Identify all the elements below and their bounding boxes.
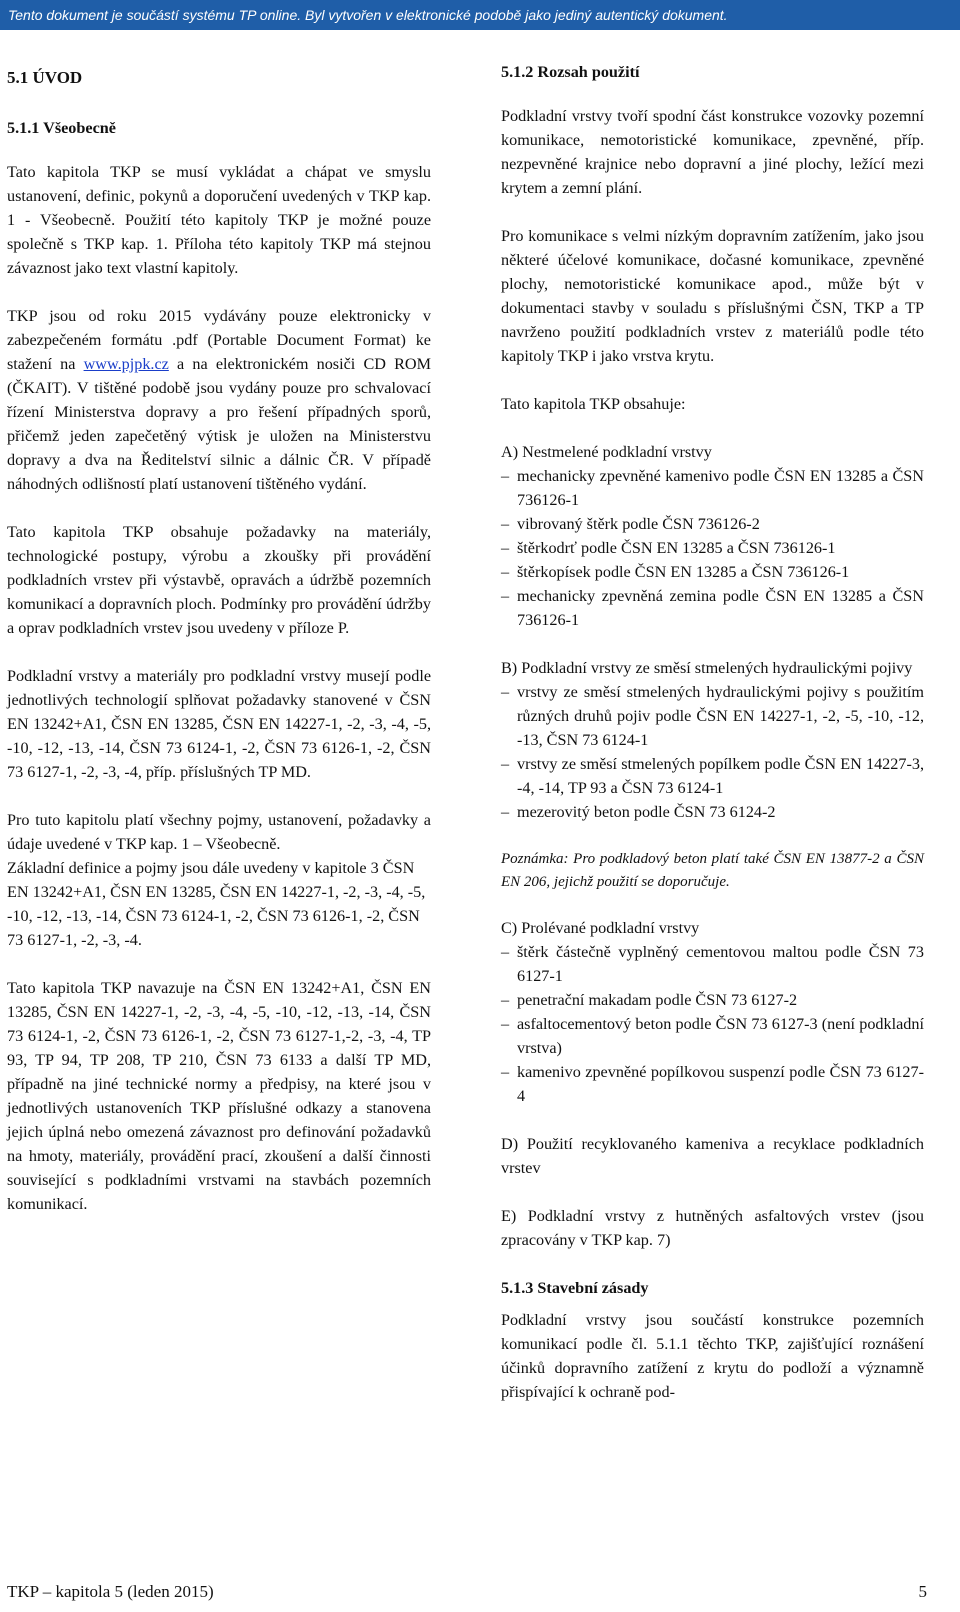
website-link[interactable]: www.pjpk.cz <box>83 355 169 373</box>
list-item: – vibrovaný štěrk podle ČSN 736126-2 <box>501 512 924 536</box>
document-banner: Tento dokument je součástí systému TP online. Byl vytvořen v elektronické podobě jako jediný autentický dokument. <box>0 0 960 30</box>
list-item: – kamenivo zpevněné popílkovou suspenzí podle ČSN 73 6127-4 <box>501 1060 924 1108</box>
paragraph: Podkladní vrstvy jsou součástí konstrukce pozemních komunikací podle čl. 5.1.1 těchto TKP, zajišťující roznášení účinků dopravního zatížení z krytu do podloží a významně přispívající k ochraně pod- <box>501 1311 924 1401</box>
paragraph: E) Podkladní vrstvy z hutněných asfaltových vrstev (jsou zpracovány v TKP kap. 7) <box>501 1207 924 1249</box>
paragraph-distribution <box>7 304 431 496</box>
left-column <box>7 58 431 1240</box>
list-item: – mechanicky zpevněná zemina podle ČSN EN 13285 a ČSN 736126-1 <box>501 584 924 632</box>
text: a na elektronickém nosiči CD ROM (ČKAIT). V tištěné podobě jsou vydány pouze pro schvalovací řízení Ministerstva dopravy a pro řešení případných sporů, přičemž jeden zapečetěný výtisk je uložen na Ministerstvu dopravy a dva na Ředitelství silnic a dálnic ČR. V případě náhodných odlišností platí ustanovení tištěného vydání. <box>7 355 431 493</box>
list-c <box>501 940 924 1108</box>
right-column <box>501 58 924 1428</box>
paragraph: Pro tuto kapitolu platí všechny pojmy, ustanovení, požadavky a údaje uvedené v TKP kap. 1 – Všeobecně. <box>7 811 431 853</box>
paragraph: Základní definice a pojmy jsou dále uvedeny v kapitole 3 ČSN EN 13242+A1, ČSN EN 13285, ČSN EN 14227-1, -2, -3, -4, -5, -10, -12, -13, -14, ČSN 73 6124-1, -2, ČSN 73 6126-1, -2, ČSN 73 6127-1, -2, -3, -4. <box>7 859 426 949</box>
note: Poznámka: Pro podkladový beton platí také ČSN EN 13877-2 a ČSN EN 206, jejichž použití se doporučuje. <box>501 851 924 890</box>
footer-title: TKP – kapitola 5 (leden 2015) <box>7 1582 214 1601</box>
list-item: – penetrační makadam podle ČSN 73 6127-2 <box>501 988 924 1012</box>
list-item: – štěrkodrť podle ČSN EN 13285 a ČSN 736126-1 <box>501 536 924 560</box>
list-item: – asfaltocementový beton podle ČSN 73 6127-3 (není podkladní vrstva) <box>501 1012 924 1060</box>
paragraph: Pro komunikace s velmi nízkým dopravním zatížením, jako jsou některé účelové komunikace, dočasné komunikace, zpevněné plochy, nemotoristické komunikace apod., může být v dokumentaci stavby v souladu s příslušnými ČSN, TKP a TP navrženo použití podkladních vrstev z materiálů podle této kapitoly TKP i jako vrstva krytu. <box>501 227 924 365</box>
paragraph: Podkladní vrstvy a materiály pro podkladní vrstvy musejí podle jednotlivých technologií splňovat požadavky stanovené v ČSN EN 13242+A1, ČSN EN 13285, ČSN EN 14227-1, -2, -3, -4, -5, -10, -12, -13, -14, ČSN 73 6124-1, -2, ČSN 73 6126-1, -2, ČSN 73 6127-1, -2, -3, -4, příp. příslušných TP MD. <box>7 667 431 781</box>
list-item: – vrstvy ze směsí stmelených hydraulickými pojivy s použitím různých druhů pojiv podle ČSN EN 14227-1, -2, -5, -10, -12, -13, ČSN 73 6124-1 <box>501 680 924 752</box>
text: TKP jsou od roku 2015 vydávány pouze elektronicky v zabezpečeném formátu .pdf (Portable Document Format) ke stažení na <box>7 307 431 373</box>
paragraph: Tato kapitola TKP se musí vykládat a chápat ve smyslu ustanovení, definic, pokynů a doporučení uvedených v TKP kap. 1 - Všeobecně. Použití této kapitoly TKP je možné pouze společně s TKP kap. 1. Příloha této kapitoly TKP má stejnou závaznost jako text vlastní kapitoly. <box>7 163 431 277</box>
list-title-c: C) Prolévané podkladní vrstvy <box>501 919 700 937</box>
subsection-heading: 5.1.2 Rozsah použití <box>501 63 640 81</box>
list-item: – štěrkopísek podle ČSN EN 13285 a ČSN 736126-1 <box>501 560 924 584</box>
list-item: – mezerovitý beton podle ČSN 73 6124-2 <box>501 800 924 824</box>
paragraph: D) Použití recyklovaného kameniva a recyklace podkladních vrstev <box>501 1135 924 1177</box>
list-title-b: B) Podkladní vrstvy ze směsí stmelených hydraulickými pojivy <box>501 659 913 677</box>
list-item: – mechanicky zpevněné kamenivo podle ČSN EN 13285 a ČSN 736126-1 <box>501 464 924 512</box>
section-heading: 5.1 ÚVOD <box>7 68 83 87</box>
list-title-a: A) Nestmelené podkladní vrstvy <box>501 443 712 461</box>
paragraph: Podkladní vrstvy tvoří spodní část konstrukce vozovky pozemní komunikace, nemotoristické komunikace, zpevněné, příp. nezpevněné krajnice nebo dopravní a jiné plochy, ležící mezi krytem a zemní plání. <box>501 107 924 197</box>
list-item: – vrstvy ze směsí stmelených popílkem podle ČSN EN 14227-3, -4, -14, TP 93 a ČSN 73 6124-1 <box>501 752 924 800</box>
subsection-heading: 5.1.1 Všeobecně <box>7 119 116 137</box>
paragraph: Tato kapitola TKP obsahuje: <box>501 395 686 413</box>
list-item: – štěrk částečně vyplněný cementovou maltou podle ČSN 73 6127-1 <box>501 940 924 988</box>
list-b <box>501 680 924 824</box>
paragraph: Tato kapitola TKP obsahuje požadavky na materiály, technologické postupy, výrobu a zkoušky při provádění podkladních vrstev při výstavbě, opravách a údržbě pozemních komunikací a dopravních ploch. Podmínky pro provádění údržby a oprav podkladních vrstev jsou uvedeny v příloze P. <box>7 523 431 637</box>
page-number: 5 <box>918 1582 927 1601</box>
list-a <box>501 464 924 632</box>
paragraph: Tato kapitola TKP navazuje na ČSN EN 13242+A1, ČSN EN 13285, ČSN EN 14227-1, -2, -3, -4, -5, -10, -12, -13, -14, ČSN 73 6124-1, -2, ČSN 73 6126-1, -2, ČSN 73 6127-1,-2, -3, -4, TP 93, TP 94, TP 208, TP 210, ČSN 73 6133 a další TP MD, případně na jiné technické normy a předpisy, na které jsou v jednotlivých ustanoveních TKP příslušné odkazy a stanovena jejich úplná nebo omezená závaznost pro definování požadavků na hmoty, materiály, provádění prací, zkoušení a další činnosti související s podkladními vrstvami na stavbách pozemních komunikací. <box>7 979 431 1213</box>
subsection-heading: 5.1.3 Stavební zásady <box>501 1279 649 1297</box>
